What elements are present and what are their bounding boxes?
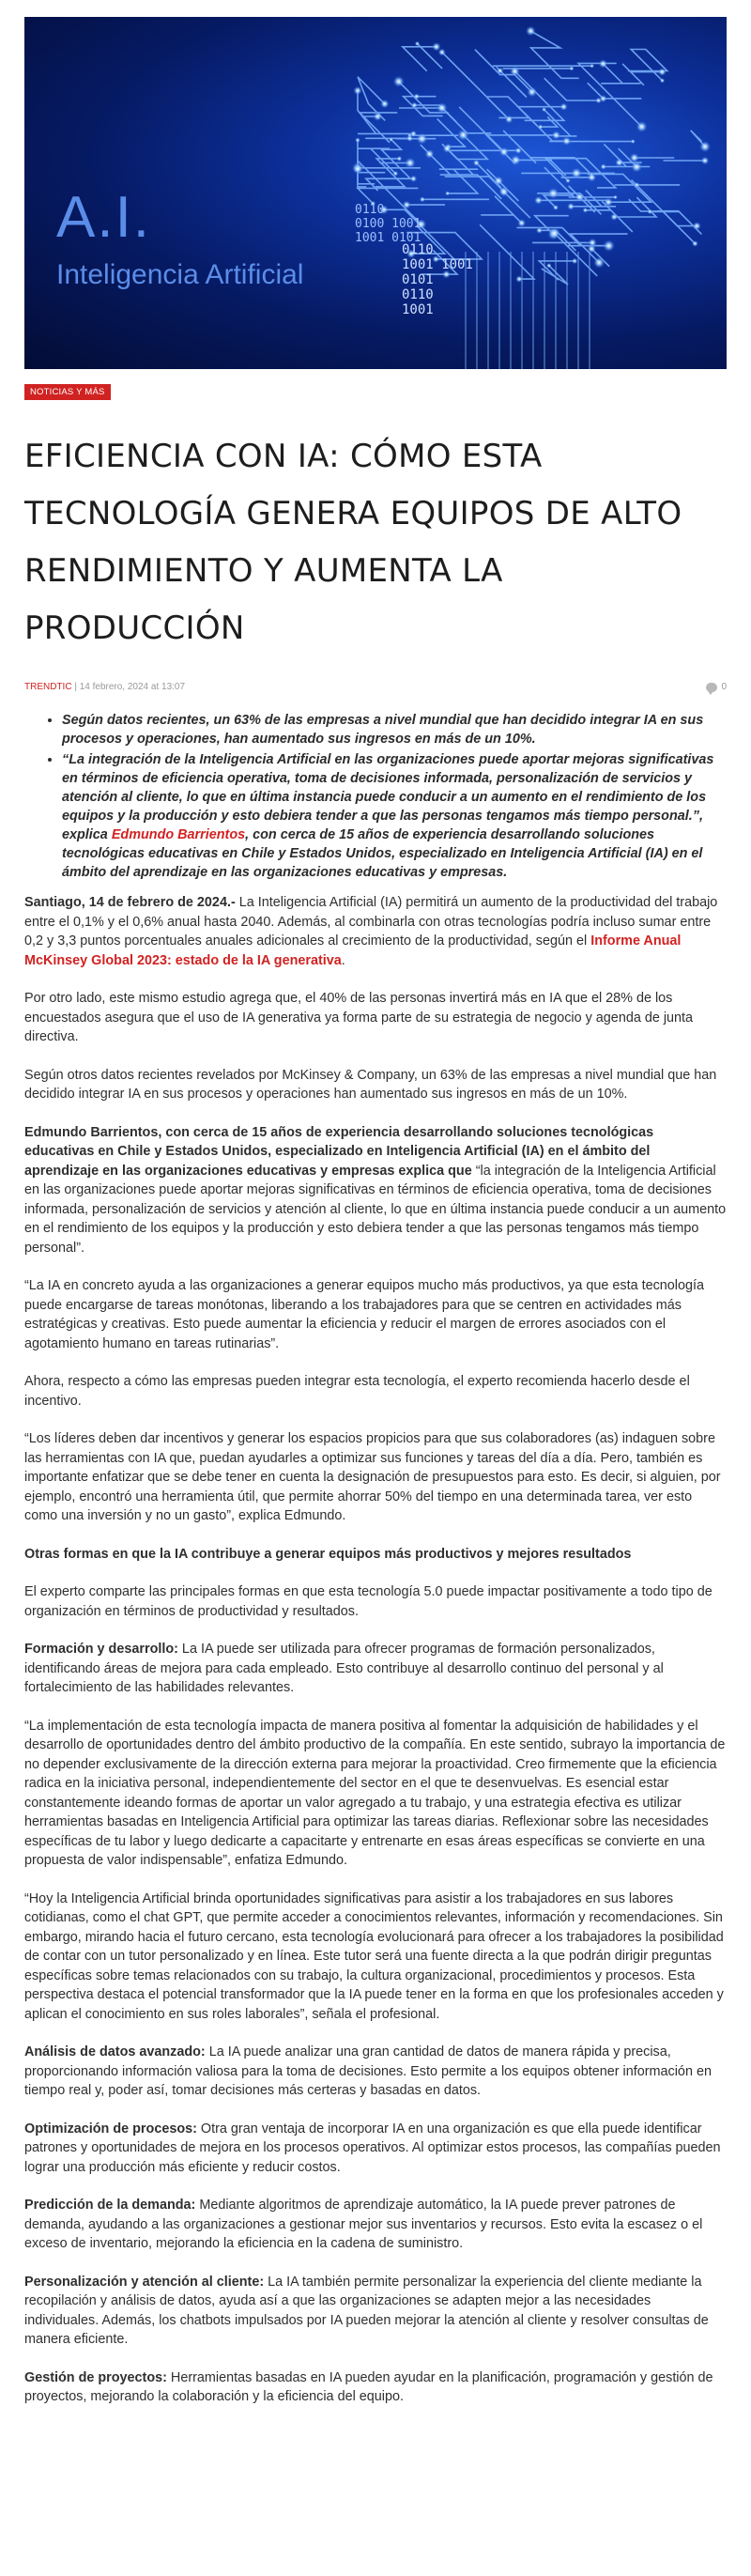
paragraph: “Hoy la Inteligencia Artificial brinda oportunidades significativas para asistir a los trabajadores en sus labores cotidianas, como el chat GPT, que permite acceder a conocimientos relevantes, información y recomendaciones. Sin embargo, mirando hacia el futuro cercano, esta tecnología evolucionará para ofrecer a los trabajadores la posibilidad de contar con un tutor personalizado y en línea. Este tutor será una fuente directa a la que podrán dirigir preguntas específicas sobre temas relacionados con su trabajo, la cultura organizacional, procedimientos y procesos. Esta perspectiva destaca el potencial transformador que la IA puede tener en la forma en que los profesionales acceden y aplican el conocimiento en sus roles laborales”, señala el profesional. bbox=[24, 1890, 724, 2022]
circuit-node bbox=[536, 227, 543, 234]
paragraph: Ahora, respecto a cómo las empresas pueden integrar esta tecnología, el experto recomienda hacerlo desde el incentivo. bbox=[24, 1374, 690, 1409]
title-line: TECNOLOGÍA GENERA EQUIPOS DE ALTO bbox=[24, 495, 682, 532]
circuit-node bbox=[527, 87, 537, 98]
circuit-node bbox=[588, 173, 597, 182]
circuit-node bbox=[572, 258, 578, 265]
paragraph: Personalización y atención al cliente: La IA también permite personalizar la experiencia del cliente mediante la recopilación y análisis de datos, ayuda así a que las organizaciones se adapten mejor a las necesidades individuales. Además, los chatbots impulsados por IA pueden mejorar la atención al cliente y resolver consultas de manera eficiente. bbox=[24, 2274, 709, 2347]
circuit-trace bbox=[487, 98, 509, 119]
circuit-trace bbox=[629, 199, 696, 243]
highlights-list bbox=[62, 711, 719, 882]
circuit-node bbox=[559, 102, 568, 111]
circuit-node bbox=[420, 196, 425, 202]
circuit-node bbox=[373, 112, 382, 121]
article-title bbox=[24, 428, 727, 657]
circuit-node bbox=[567, 203, 575, 210]
hero-subtitle: Inteligencia Artificial bbox=[56, 259, 304, 290]
circuit-node bbox=[610, 213, 618, 221]
circuit-trace bbox=[601, 64, 641, 84]
circuit-trace bbox=[481, 196, 522, 224]
circuit-node bbox=[613, 194, 618, 199]
circuit-trace bbox=[542, 266, 568, 285]
circuit-node bbox=[499, 147, 510, 157]
circuit-node bbox=[353, 164, 363, 175]
circuit-trace bbox=[530, 31, 578, 78]
circuit-node bbox=[548, 227, 560, 239]
paragraph: Gestión de proyectos: Herramientas basadas en IA pueden ayudar en la planificación, programación y gestión de proyectos, mejorando la colaboración y la eficiencia del equipo. bbox=[24, 2369, 713, 2404]
circuit-trace bbox=[442, 108, 492, 133]
circuit-node bbox=[393, 76, 405, 87]
circuit-node bbox=[432, 42, 441, 52]
circuit-node bbox=[600, 163, 606, 170]
circuit-node bbox=[660, 78, 666, 84]
paragraph: Por otro lado, este mismo estudio agrega que, el 40% de las personas invertirá más en IA que el 28% de los encuestados asegura que el uso de IA generativa ya forma parte de su estrategia de negocio y agenda de junta directiva. bbox=[24, 991, 694, 1044]
mckinsey-report-link[interactable]: Informe Anual McKinsey Global 2023: estado de la IA generativa bbox=[24, 933, 682, 968]
circuit-node bbox=[595, 98, 602, 104]
circuit-node bbox=[593, 256, 605, 268]
comment-icon bbox=[706, 683, 717, 692]
paragraph: Edmundo Barrientos, con cerca de 15 años de experiencia desarrollando soluciones tecnológicas educativas en Chile y Estados Unidos, especializado en Inteligencia Artificial (IA) en el ámbito del aprendizaje en las organizaciones educativas y empresas explica que “la integración de la Inteligencia Artificial en las organizaciones puede aportar mejoras significativas en términos de eficiencia operativa, toma de decisiones informada, personalización de servicios y atención al cliente, lo que en última instancia puede conducir a un aumento en el rendimiento de los equipos y la producción y esto debiera tender a que las personas tengamos más tiempo personal”. bbox=[24, 1124, 727, 1256]
circuit-node bbox=[355, 137, 360, 143]
hero-binary-left: 0110 0100 1001 1001 0101 bbox=[355, 203, 421, 245]
title-line: PRODUCCIÓN bbox=[24, 609, 245, 647]
paragraph: Optimización de procesos: Otra gran ventaja de incorporar IA en una organización es que ella puede identificar patrones y oportunidades de mejora en los procesos operativos. Al optimizar estos procesos, las compañías pueden lograr una producción más eficiente y reducir costos. bbox=[24, 2121, 721, 2175]
circuit-node bbox=[658, 68, 667, 76]
expert-link[interactable]: Edmundo Barrientos bbox=[111, 827, 246, 842]
circuit-node bbox=[634, 182, 639, 188]
circuit-node bbox=[629, 153, 639, 163]
section-heading: Otras formas en que la IA contribuye a generar equipos más productivos y mejores resultados bbox=[24, 1546, 632, 1562]
circuit-node bbox=[571, 167, 582, 178]
post-date: 14 febrero, 2024 at 13:07 bbox=[79, 682, 186, 692]
circuit-trace bbox=[541, 117, 558, 128]
meta-separator: | bbox=[71, 682, 80, 692]
category-tag[interactable]: NOTICIAS Y MÁS bbox=[24, 384, 111, 400]
circuit-node bbox=[701, 157, 710, 165]
circuit-node bbox=[575, 193, 584, 202]
hero-title: A.I. bbox=[56, 185, 152, 250]
article-page bbox=[0, 17, 751, 2407]
circuit-node bbox=[442, 144, 452, 153]
paragraph: Según otros datos recientes revelados por McKinsey & Company, un 63% de las empresas a nivel mundial que han decidido integrar IA en sus procesos y operaciones han aumentado sus ingresos en más de un 10%. bbox=[24, 1067, 717, 1102]
circuit-node bbox=[497, 67, 504, 74]
paragraph: “Los líderes deben dar incentivos y generar los espacios propicios para que sus colaboradores (as) indaguen sobre las herramientas con IA que, puedan ayudarles a optimizar sus funciones y tareas del día a día. Pero, también es importante enfatizar que se debe tener en cuenta la designación de presupuestos para esto. Es decir, si alguien, por ejemplo, encontró una herramienta útil, que permite ahorrar 50% del tiempo en una determinada tarea, ver esto como una inversión y no un gasto”, explica Edmundo. bbox=[24, 1431, 721, 1523]
circuit-node bbox=[406, 135, 414, 143]
hero-image bbox=[24, 17, 727, 369]
circuit-node bbox=[604, 197, 613, 207]
circuit-trace bbox=[588, 83, 642, 99]
circuit-node bbox=[413, 93, 420, 100]
circuit-node bbox=[396, 156, 402, 162]
paragraph: Formación y desarrollo: La IA puede ser utilizada para ofrecer programas de formación personalizados, identificando áreas de mejora para cada empleado. Esto contribuye al desarrollo continuo del personal y al fortalecimiento de las habilidades relevantes. bbox=[24, 1642, 664, 1695]
circuit-node bbox=[647, 209, 652, 215]
circuit-node bbox=[599, 59, 608, 69]
circuit-node bbox=[457, 129, 469, 141]
comments-link[interactable] bbox=[706, 682, 727, 692]
circuit-node bbox=[416, 133, 427, 145]
circuit-trace bbox=[544, 78, 599, 100]
paragraph: “La IA en concreto ayuda a las organizaciones a generar equipos mucho más productivos, ya que esta tecnología puede encargarse de tareas monótonas, liberando a los trabajadores para que se centren en actividades más estratégicas y creativas. Esto puede aumentar la eficiencia y reducir el margen de errores asociados con el agotamiento humano en tareas rutinarias”. bbox=[24, 1278, 704, 1351]
circuit-node bbox=[534, 196, 543, 205]
circuit-node bbox=[547, 188, 559, 199]
circuit-node bbox=[552, 131, 561, 140]
circuit-trace bbox=[544, 110, 577, 136]
circuit-node bbox=[353, 86, 362, 96]
comment-count: 0 bbox=[721, 682, 727, 692]
circuit-node bbox=[473, 160, 481, 167]
circuit-node bbox=[590, 64, 594, 69]
circuit-node bbox=[505, 116, 513, 124]
circuit-node bbox=[499, 187, 510, 197]
circuit-trace bbox=[358, 148, 395, 174]
circuit-node bbox=[415, 41, 421, 47]
author-link[interactable]: TRENDTIC bbox=[24, 682, 72, 692]
paragraph: Santiago, 14 de febrero de 2024.- La Inteligencia Artificial (IA) permitirá un aumento de la productividad del trabajo entre el 0,1% y el 0,6% anual hasta 2040. Además, al combinarla con otras tecnologías podría incluso sumar entre 0,2 y 3,3 puntos porcentuales anuales adicionales al crecimiento de la productividad, según el Informe Anual McKinsey Global 2023: estado de la IA generativa. bbox=[24, 895, 718, 968]
circuit-node bbox=[582, 208, 588, 213]
circuit-node bbox=[526, 26, 536, 37]
circuit-node bbox=[494, 176, 504, 186]
hero-binary-right: 0110 1001 1001 0101 0110 1001 bbox=[402, 242, 473, 317]
circuit-node bbox=[587, 244, 596, 254]
circuit-node bbox=[562, 136, 572, 146]
paragraph: Predicción de la demanda: Mediante algoritmos de aprendizaje automático, la IA puede prever patrones de demanda, ayudando a las organizaciones a gestionar mejor sus inventarios y recursos. Esto evita la escasez o el exceso de inventario, mejorando la eficiencia en la cadena de suministro. bbox=[24, 2198, 703, 2251]
circuit-node bbox=[515, 275, 523, 283]
circuit-node bbox=[603, 239, 615, 252]
circuit-node bbox=[693, 222, 701, 230]
circuit-node bbox=[538, 124, 544, 130]
circuit-node bbox=[511, 155, 521, 165]
circuit-node bbox=[631, 139, 636, 144]
paragraph: “La implementación de esta tecnología impacta de manera positiva al fomentar la adquisición de habilidades y el desarrollo de oportunidades dentro del ámbito productivo de la compañía. En este sentido, subrayo la importancia de no depender exclusivamente de la dirección externa para mejorar la proactividad. Creo firmemente que la eficiencia radica en la iniciativa personal, independientemente del sector en el que te desenvuelvas. Es esencial estar constantemente ideando formas de aportar un valor agregado a tu trabajo, y una estrategia efectiva es utilizar herramientas basadas en Inteligencia Artificial para optimizar las tareas diarias. Reflexionar sobre las necesidades específicas de tu labor y luego dedicarte a capacitarte y entrenarte en esas áreas específicas se convierte en una propuesta de valor indispensable”, enfatiza Edmundo. bbox=[24, 1718, 726, 1868]
highlight-item: • Según datos recientes, un 63% de las empresas a nivel mundial que han decidido integrar IA en sus procesos y operaciones, han aumentado sus ingresos en más de un 10%. bbox=[62, 711, 719, 748]
circuit-node bbox=[389, 137, 393, 142]
circuit-node bbox=[631, 162, 642, 173]
circuit-node bbox=[517, 219, 526, 227]
title-line: RENDIMIENTO Y AUMENTA LA bbox=[24, 552, 503, 590]
paragraph: El experto comparte las principales formas en que esta tecnología 5.0 puede impactar positivamente a todo tipo de organización en términos de productividad y resultados. bbox=[24, 1584, 713, 1619]
circuit-trace bbox=[399, 105, 456, 122]
circuit-trace bbox=[504, 192, 530, 218]
circuit-node bbox=[424, 149, 434, 159]
circuit-node bbox=[565, 178, 571, 184]
paragraph: Análisis de datos avanzado: La IA puede analizar una gran cantidad de datos de manera rápida y precisa, proporcionando información valiosa para la toma de decisiones. Esto permite a los equipos obtener información en tiempo real y, poder así, tomar decisiones más certeras y basadas en datos. bbox=[24, 2044, 712, 2098]
circuit-node bbox=[699, 141, 711, 152]
circuit-node bbox=[692, 240, 698, 247]
highlight-item: • “La integración de la Inteligencia Artificial en las organizaciones puede aportar mejoras significativas en términos de eficiencia operativa, toma de decisiones informada, personalización de servicios y atención al cliente, lo que en última instancia puede conducir a un aumento en el rendimiento de los equipos y la producción y esto debiera tender a que las personas tengamos más tiempo personal.”, explica Edmundo Barrientos, con cerca de 15 años de experiencia desarrollando soluciones tecnológicas educativas en Chile y Estados Unidos, especializado en Inteligencia Artificial (IA) en el ámbito del aprendizaje en las organizaciones educativas y empresas. bbox=[62, 750, 719, 882]
circuit-node bbox=[636, 121, 647, 132]
article-meta bbox=[24, 682, 727, 692]
circuit-node bbox=[411, 102, 418, 109]
title-line: EFICIENCIA CON IA: CÓMO ESTA bbox=[24, 438, 543, 475]
circuit-trace bbox=[403, 47, 437, 71]
circuit-node bbox=[405, 158, 416, 169]
circuit-node bbox=[546, 263, 552, 269]
circuit-node bbox=[410, 175, 418, 182]
circuit-trace bbox=[650, 211, 701, 235]
circuit-node bbox=[542, 107, 546, 112]
circuit-node bbox=[437, 102, 448, 114]
circuit-node bbox=[392, 171, 398, 177]
circuit-node bbox=[553, 205, 559, 210]
circuit-trace bbox=[514, 71, 563, 120]
circuit-node bbox=[615, 159, 623, 167]
circuit-node bbox=[514, 147, 522, 155]
circuit-node bbox=[445, 191, 450, 195]
article-body bbox=[24, 893, 727, 2407]
circuit-node bbox=[510, 66, 520, 76]
circuit-node bbox=[569, 66, 575, 71]
circuit-node bbox=[380, 100, 390, 109]
